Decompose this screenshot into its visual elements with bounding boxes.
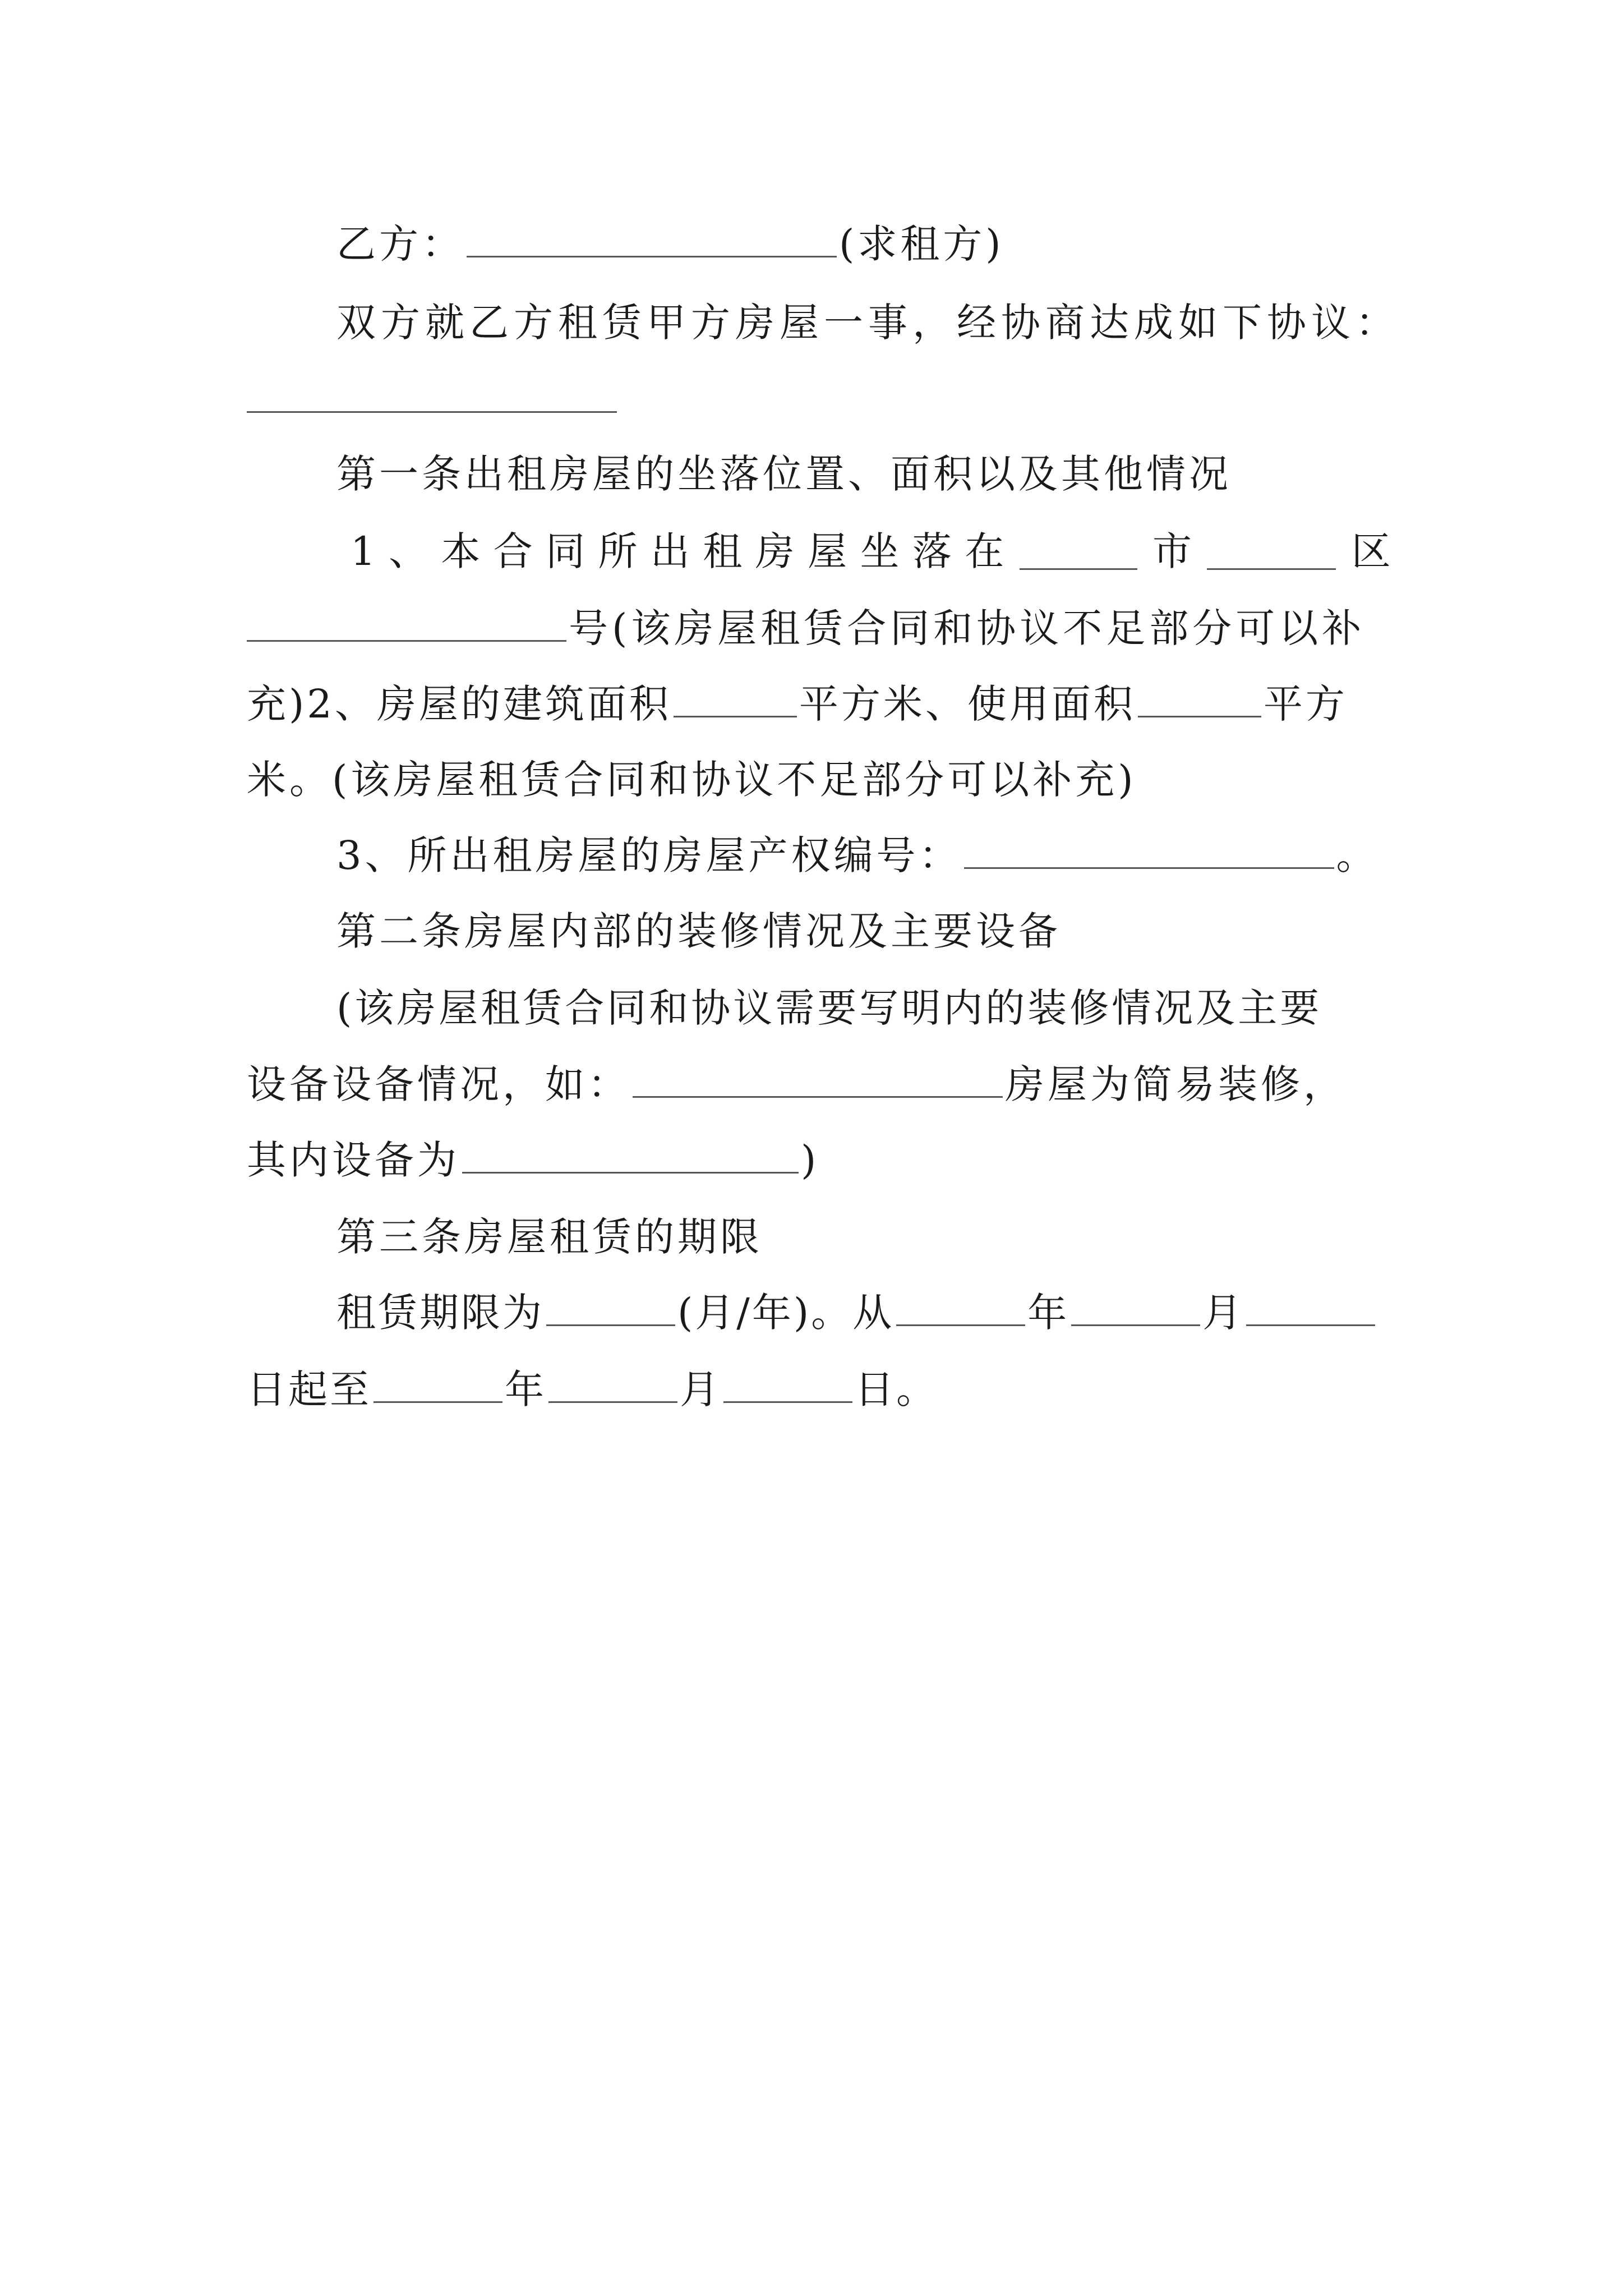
article-two-heading: 第二条房屋内部的装修情况及主要设备	[336, 908, 1061, 954]
number-line	[247, 592, 1391, 665]
building-area-blank	[674, 681, 797, 717]
area-note: 米。(该房屋租赁合同和协议不足部分可以补充)	[247, 757, 1137, 803]
district-label: 区	[1351, 528, 1391, 574]
building-area-label: 充)2、房屋的建筑面积	[247, 681, 671, 727]
month-label: 月	[1202, 1290, 1244, 1336]
lease-term-label: 租赁期限为	[336, 1290, 544, 1336]
end-day-blank	[723, 1366, 852, 1403]
usable-area-label: 平方米、使用面积	[799, 681, 1136, 727]
party-b-label: 乙方：	[336, 221, 464, 267]
area-line	[247, 668, 1391, 740]
char: 租	[703, 528, 743, 574]
lease-term-line	[247, 1276, 1391, 1349]
end-year-label: 年	[505, 1366, 546, 1412]
decoration-note: (该房屋租赁合同和协议需要写明内的装修情况及主要	[336, 985, 1322, 1031]
article-one-heading: 第一条出租房屋的坐落位置、面积以及其他情况	[336, 451, 1232, 497]
end-month-blank	[548, 1366, 677, 1403]
item-number: 1	[351, 528, 376, 574]
close-paren: )	[801, 1137, 820, 1183]
number-blank	[247, 605, 566, 642]
decoration-text: 房屋为简易装修，	[1005, 1061, 1346, 1107]
start-day-blank	[1246, 1290, 1375, 1326]
end-year-blank	[374, 1366, 502, 1403]
start-to-label: 日起至	[247, 1366, 371, 1412]
equipment-detail-blank	[462, 1137, 799, 1174]
city-blank	[1020, 533, 1137, 570]
party-b-role: (求租方)	[839, 221, 1004, 267]
start-year-blank	[896, 1290, 1025, 1326]
equipment-detail-line	[247, 1124, 1391, 1197]
char: 落	[912, 528, 952, 574]
end-month-label: 月	[680, 1366, 721, 1412]
punct: 、	[388, 528, 428, 574]
char: 在	[965, 528, 1004, 574]
article-three-heading: 第三条房屋租赁的期限	[336, 1214, 763, 1260]
equipment-line	[247, 1048, 1391, 1121]
period: 。	[1336, 832, 1379, 878]
term-unit: (月/年)。从	[677, 1290, 895, 1336]
equipment-detail-label: 其内设备为	[247, 1137, 460, 1183]
district-blank	[1207, 533, 1336, 570]
equipment-blank	[633, 1061, 1003, 1098]
char: 本	[441, 528, 481, 574]
char: 同	[546, 528, 585, 574]
area-unit: 平方	[1263, 681, 1348, 727]
char: 屋	[808, 528, 847, 574]
end-day-label: 日。	[855, 1366, 938, 1412]
lease-end-line	[247, 1353, 1391, 1426]
start-month-blank	[1071, 1290, 1200, 1326]
city-label: 市	[1152, 528, 1192, 574]
blank-line	[247, 411, 617, 413]
property-number-blank	[964, 832, 1334, 869]
char: 坐	[860, 528, 900, 574]
agreement-intro: 双方就乙方租赁甲方房屋一事，经协商达成如下协议：	[336, 300, 1400, 346]
equipment-label: 设备设备情况，如：	[247, 1061, 630, 1107]
party-b-line	[247, 208, 1391, 280]
number-text: 号(该房屋租赁合同和协议不足部分可以补	[569, 605, 1366, 651]
char: 出	[650, 528, 690, 574]
party-b-blank	[467, 221, 837, 257]
char: 合	[493, 528, 533, 574]
char: 所	[598, 528, 638, 574]
property-number-label: 3、所出租房屋的房屋产权编号：	[336, 832, 962, 878]
property-number-line	[247, 819, 1419, 892]
year-label: 年	[1027, 1290, 1069, 1336]
usable-area-blank	[1138, 681, 1261, 717]
location-line	[247, 515, 1391, 588]
char: 房	[755, 528, 795, 574]
term-blank	[546, 1290, 675, 1326]
